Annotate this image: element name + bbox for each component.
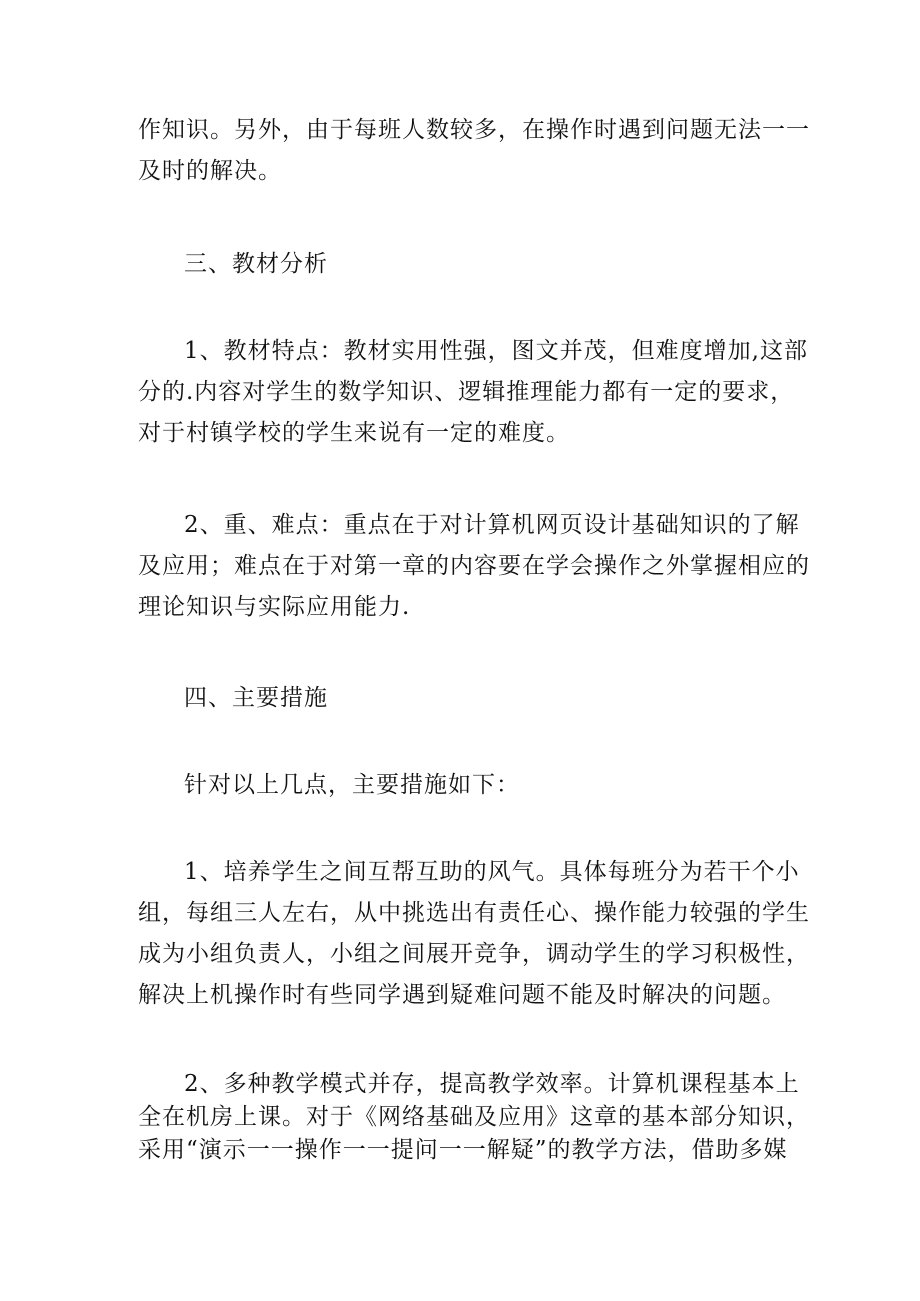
- text-line: 及应用；难点在于对第一章的内容要在学会操作之外掌握相应的: [138, 553, 810, 579]
- text-line: 对于村镇学校的学生来说有一定的难度。: [138, 420, 570, 446]
- heading-text: 三、教材分析: [184, 251, 328, 277]
- text-line: 2、多种教学模式并存，提高教学效率。计算机课程基本上: [184, 1071, 800, 1097]
- text-line: 组，每组三人左右，从中挑选出有责任心、操作能力较强的学生: [138, 900, 810, 926]
- text-line: 1、培养学生之间互帮互助的风气。具体每班分为若干个小: [184, 859, 800, 885]
- text-line: 作知识。另外，由于每班人数较多，在操作时遇到问题无法一一: [138, 117, 810, 143]
- section-heading-teaching-material-analysis: [138, 244, 786, 285]
- text-line: 1、教材特点：教材实用性强，图文并茂，但难度增加,这部: [184, 338, 808, 364]
- text-line: 2、重、难点：重点在于对计算机网页设计基础知识的了解: [184, 512, 800, 538]
- paragraph-measure-1: [138, 852, 810, 1016]
- text-line: 解决上机操作时有些同学遇到疑难问题不能及时解决的问题。: [138, 982, 786, 1008]
- text-line: 针对以上几点，主要措施如下：: [184, 772, 520, 798]
- heading-text: 四、主要措施: [184, 685, 328, 711]
- text-line: 理论知识与实际应用能力.: [138, 594, 411, 620]
- paragraph-measure-2: [138, 1068, 810, 1167]
- section-heading-main-measures: [138, 678, 786, 719]
- paragraph-key-difficult-points: [138, 505, 810, 628]
- text-line: 分的.内容对学生的数学知识、逻辑推理能力都有一定的要求，: [138, 379, 795, 405]
- paragraph-continuation: [138, 110, 810, 192]
- text-line: 及时的解决。: [138, 158, 282, 184]
- paragraph-measures-intro: [138, 765, 786, 806]
- text-line: 成为小组负责人，小组之间展开竞争，调动学生的学习积极性，: [138, 941, 810, 967]
- paragraph-material-features: [138, 331, 808, 454]
- text-line: 全在机房上课。对于《网络基础及应用》这章的基本部分知识，: [138, 1104, 810, 1130]
- text-line: 采用“演示一一操作一一提问一一解疑”的教学方法，借助多媒: [138, 1137, 788, 1163]
